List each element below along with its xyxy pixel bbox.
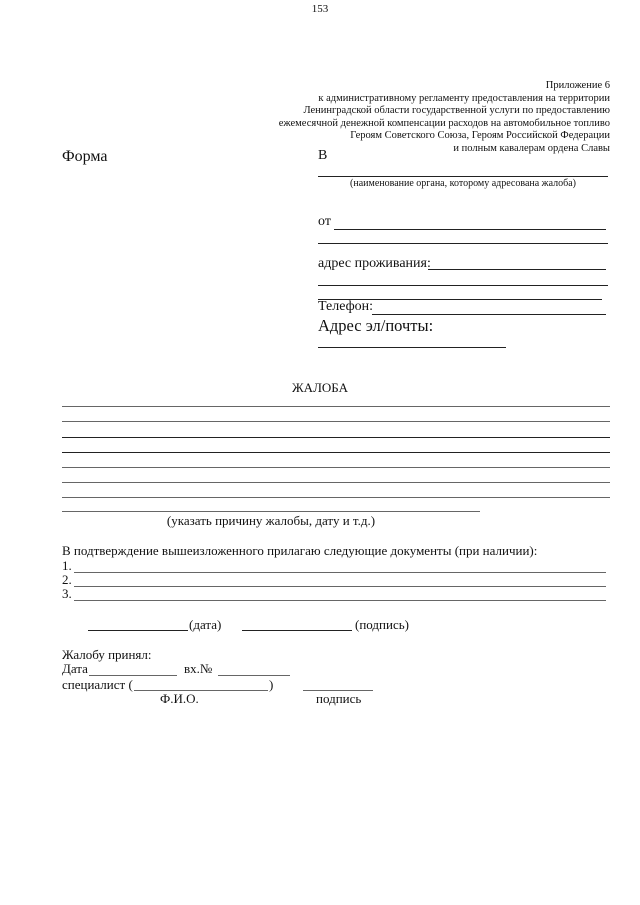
phone-line[interactable] — [372, 314, 606, 315]
document-item-3-label: 3. — [62, 586, 72, 601]
document-item-2-label: 2. — [62, 572, 72, 587]
appendix-line-3: ежемесячной денежной компенсации расходов на автомобильное топливо — [278, 117, 610, 129]
date-label: (дата) — [189, 617, 222, 632]
specialist-sign-label: подпись — [316, 691, 362, 706]
document-item-1-line[interactable] — [74, 572, 606, 573]
incoming-number-label: вх.№ — [184, 661, 213, 676]
signature-line[interactable] — [242, 630, 352, 631]
signature-label: (подпись) — [355, 617, 409, 632]
complaint-line[interactable] — [62, 452, 610, 453]
fio-label: Ф.И.О. — [160, 691, 199, 706]
appendix-line-5: и полным кавалерам ордена Славы — [453, 142, 610, 154]
complaint-line[interactable] — [62, 482, 610, 483]
date-line[interactable] — [88, 630, 188, 631]
email-line[interactable] — [318, 347, 506, 348]
from-label: от — [318, 214, 331, 229]
complaint-line[interactable] — [62, 467, 610, 468]
appendix-header — [270, 80, 610, 156]
specialist-label: специалист ( — [62, 677, 133, 692]
complaint-line[interactable] — [62, 421, 610, 422]
document-item-3-line[interactable] — [74, 600, 606, 601]
to-line[interactable] — [318, 176, 608, 177]
to-hint: (наименование органа, которому адресована жалоба) — [350, 178, 576, 189]
email-label: Адрес эл/почты: — [318, 316, 434, 335]
reason-hint: (указать причину жалобы, дату и т.д.) — [166, 513, 376, 528]
phone-label: Телефон: — [318, 299, 374, 314]
document-item-2-line[interactable] — [74, 586, 606, 587]
appendix-line-2: Ленинградской области государственной услуги по предоставлению — [303, 105, 610, 117]
address-line[interactable] — [428, 269, 606, 270]
documents-intro: В подтверждение вышеизложенного прилагаю следующие документы (при наличии): — [62, 543, 538, 558]
from-line[interactable] — [334, 229, 606, 230]
complaint-line[interactable] — [62, 497, 610, 498]
complaint-line[interactable] — [62, 406, 610, 407]
document-item-1-label: 1. — [62, 558, 72, 573]
appendix-title: Приложение 6 — [545, 80, 610, 91]
form-label: Форма — [62, 148, 108, 165]
address-label: адрес проживания: — [318, 256, 431, 271]
incoming-number-line[interactable] — [218, 675, 290, 676]
accepted-date-line[interactable] — [89, 675, 177, 676]
address-line-2[interactable] — [318, 285, 608, 286]
appendix-line-1: к административному регламенту предоставления на территории — [318, 92, 610, 104]
from-line-2[interactable] — [318, 243, 608, 244]
complaint-line[interactable] — [62, 437, 610, 438]
specialist-close: ) — [269, 677, 274, 692]
complaint-title: ЖАЛОБА — [292, 380, 348, 395]
accepted-date-label: Дата — [62, 661, 88, 676]
to-label: В — [318, 148, 328, 163]
specialist-name-line[interactable] — [134, 690, 268, 691]
complaint-line[interactable] — [62, 511, 480, 512]
accepted-title: Жалобу принял: — [62, 647, 152, 662]
appendix-line-4: Героям Советского Союза, Героям Российской Федерации — [350, 130, 610, 142]
page-number: 153 — [311, 3, 329, 15]
